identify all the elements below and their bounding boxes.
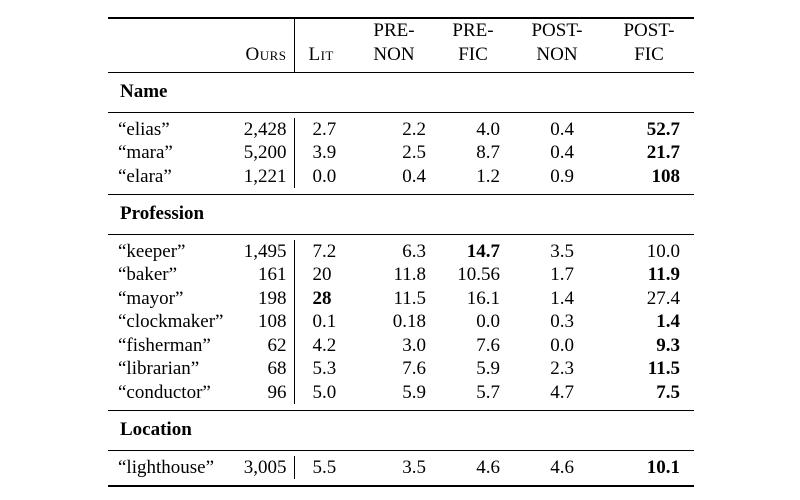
- cell-post-fic: 108: [651, 165, 680, 187]
- table-body: [108, 18, 694, 487]
- cell-ours: 2,428: [232, 118, 294, 142]
- row-label: “mayor”: [118, 287, 184, 309]
- cell-post-fic: 52.7: [646, 118, 680, 140]
- cell-pre-non: 3.0: [402, 334, 426, 356]
- header-post-non-line1: POST-: [531, 20, 583, 41]
- header-pre-non-line2: NON: [373, 43, 415, 65]
- cell-lit: 3.9: [312, 142, 337, 163]
- header-post-fic-line2: FIC: [634, 43, 664, 65]
- cell-post-non: 4.7: [550, 381, 574, 403]
- row-label: “baker”: [118, 264, 178, 285]
- cell-ours: 96: [232, 381, 294, 405]
- cell-pre-non: 2.2: [402, 118, 426, 140]
- section-title: Name: [120, 81, 168, 102]
- row-label: “fisherman”: [118, 334, 211, 356]
- header-ours-label: Ours: [245, 43, 287, 65]
- header-ours: [232, 18, 294, 73]
- cell-pre-non: 7.6: [402, 358, 426, 379]
- cell-ours: 1,221: [232, 165, 294, 189]
- header-post-fic: [604, 18, 694, 73]
- cell-lit: 7.2: [312, 240, 337, 262]
- section-header-row: [108, 73, 694, 113]
- cell-lit: 5.3: [312, 358, 337, 379]
- table-row: [108, 240, 694, 264]
- cell-pre-fic: 5.7: [476, 381, 500, 403]
- cell-pre-fic: 5.9: [476, 358, 500, 379]
- row-label: “keeper”: [118, 240, 186, 262]
- header-pre-non: [352, 18, 436, 73]
- cell-ours: 62: [232, 334, 294, 358]
- cell-lit: 0.0: [312, 165, 337, 187]
- cell-post-non: 3.5: [550, 240, 574, 262]
- cell-lit: 4.2: [312, 334, 337, 356]
- header-post-non: [510, 18, 604, 73]
- cell-lit: 2.7: [312, 118, 337, 140]
- cell-post-non: 0.3: [550, 311, 574, 332]
- cell-post-fic: 21.7: [646, 142, 680, 163]
- cell-lit: 5.5: [312, 456, 337, 478]
- cell-pre-fic: 0.0: [476, 311, 500, 332]
- cell-pre-non: 5.9: [402, 381, 426, 403]
- section-end-cell: [108, 479, 694, 486]
- table-row: [108, 334, 694, 358]
- cell-lit: 28: [312, 287, 332, 309]
- table-row: [108, 287, 694, 311]
- cell-pre-non: 11.8: [393, 264, 426, 285]
- cell-ours: 198: [232, 287, 294, 311]
- section-end-spacer: [108, 479, 694, 486]
- cell-pre-non: 11.5: [393, 287, 426, 309]
- cell-lit: 20: [312, 264, 332, 285]
- bottom-rule-cell: [108, 486, 694, 487]
- cell-ours: 1,495: [232, 240, 294, 264]
- row-label: “lighthouse”: [118, 456, 215, 478]
- header-pre-fic: [436, 18, 510, 73]
- table-row: [108, 381, 694, 405]
- header-post-non-line2: NON: [536, 43, 578, 65]
- cell-post-fic: 9.3: [656, 334, 680, 356]
- cell-pre-fic: 14.7: [466, 240, 500, 262]
- cell-post-fic: 27.4: [646, 287, 680, 309]
- cell-post-non: 2.3: [550, 358, 574, 379]
- cell-ours: 161: [232, 263, 294, 287]
- cell-post-non: 0.0: [550, 334, 574, 356]
- section-title: Location: [120, 419, 192, 440]
- table-row: [108, 118, 694, 142]
- cell-ours: 5,200: [232, 141, 294, 165]
- cell-pre-non: 0.4: [402, 165, 426, 187]
- cell-pre-fic: 10.56: [457, 264, 500, 285]
- cell-ours: 3,005: [232, 456, 294, 480]
- header-pre-fic-line2: FIC: [458, 43, 488, 65]
- cell-post-fic: 11.9: [647, 264, 680, 285]
- cell-post-fic: 10.1: [646, 456, 680, 478]
- header-pre-fic-line1: PRE-: [452, 20, 494, 41]
- cell-post-non: 0.4: [550, 142, 574, 163]
- cell-post-fic: 11.5: [647, 358, 680, 379]
- table-row: [108, 165, 694, 189]
- header-lit-label: Lit: [308, 43, 334, 65]
- results-table-container: [108, 17, 694, 487]
- cell-pre-fic: 16.1: [466, 287, 500, 309]
- table-row: [108, 141, 694, 165]
- row-label: “elias”: [118, 118, 170, 140]
- cell-pre-fic: 4.0: [476, 118, 500, 140]
- row-label: “librarian”: [118, 358, 200, 379]
- row-label: “clockmaker”: [118, 311, 224, 332]
- table-row: [108, 456, 694, 480]
- cell-ours: 108: [232, 310, 294, 334]
- cell-post-fic: 7.5: [656, 381, 680, 403]
- table-row: [108, 357, 694, 381]
- header-empty-cell: [108, 18, 232, 73]
- cell-post-non: 0.4: [550, 118, 574, 140]
- cell-lit: 0.1: [312, 311, 337, 332]
- header-row: [108, 18, 694, 73]
- cell-pre-fic: 4.6: [476, 456, 500, 478]
- cell-pre-non: 0.18: [392, 311, 426, 332]
- cell-post-non: 4.6: [550, 456, 574, 478]
- header-post-fic-line1: POST-: [623, 20, 675, 41]
- cell-lit: 5.0: [312, 381, 337, 403]
- bottom-rule-row: [108, 486, 694, 487]
- header-lit: [294, 18, 352, 73]
- section-header-row: [108, 195, 694, 235]
- cell-post-non: 1.4: [550, 287, 574, 309]
- cell-post-non: 1.7: [550, 264, 574, 285]
- cell-post-non: 0.9: [550, 165, 574, 187]
- cell-pre-non: 3.5: [402, 456, 426, 478]
- cell-pre-non: 6.3: [402, 240, 426, 262]
- cell-pre-non: 2.5: [402, 142, 426, 163]
- cell-ours: 68: [232, 357, 294, 381]
- row-label: “elara”: [118, 165, 172, 187]
- header-pre-non-line1: PRE-: [373, 20, 415, 41]
- cell-post-fic: 10.0: [646, 240, 680, 262]
- table-row: [108, 263, 694, 287]
- row-label: “conductor”: [118, 381, 211, 403]
- cell-pre-fic: 1.2: [476, 165, 500, 187]
- row-label: “mara”: [118, 142, 173, 163]
- results-table: [108, 17, 694, 487]
- cell-pre-fic: 7.6: [476, 334, 500, 356]
- section-header-row: [108, 411, 694, 451]
- cell-pre-fic: 8.7: [476, 142, 500, 163]
- section-title: Profession: [120, 203, 205, 224]
- cell-post-fic: 1.4: [656, 311, 680, 332]
- table-row: [108, 310, 694, 334]
